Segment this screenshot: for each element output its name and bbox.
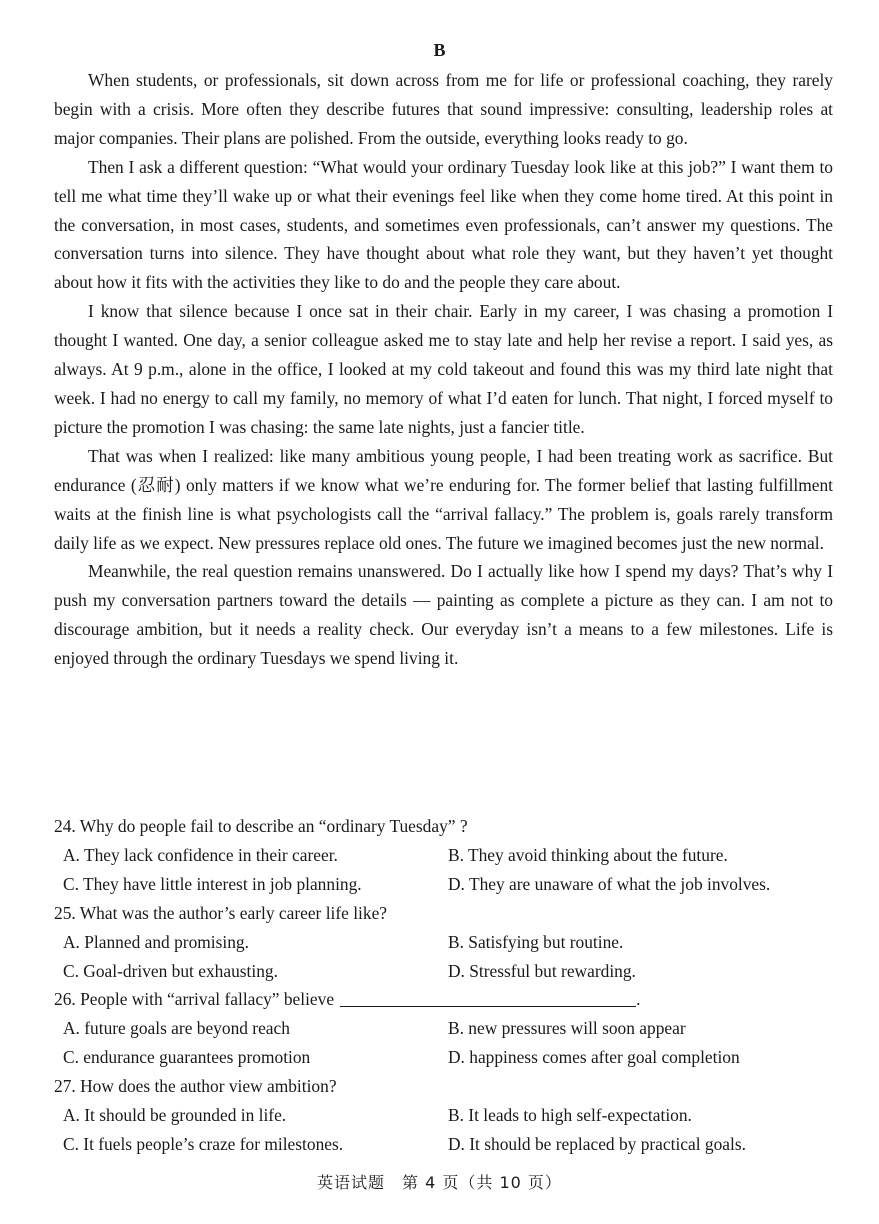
option-row [54, 1101, 833, 1130]
option-a: A. They lack confidence in their career. [63, 844, 338, 865]
option-b: B. It leads to high self-expectation. [448, 1105, 692, 1126]
question-25 [54, 899, 833, 986]
option-d: D. It should be replaced by practical goals. [448, 1133, 746, 1154]
question-stem-end: . [636, 989, 641, 1010]
question-stem: 25. What was the author’s early career life like? [54, 902, 388, 923]
passage-paragraph: When students, or professionals, sit down across from me for life or professional coaching, they rarely begin with a crisis. More often they describe futures that sound impressive: consulting, leadership roles at major companies. Their plans are polished. From the outside, everything looks ready to go. [54, 70, 833, 148]
option-d: D. Stressful but rewarding. [448, 960, 636, 981]
question-list [54, 812, 833, 1159]
option-row [54, 841, 833, 870]
option-d: D. They are unaware of what the job involves. [448, 873, 771, 894]
option-a: A. future goals are beyond reach [63, 1018, 290, 1039]
passage-paragraph: Then I ask a different question: “What would your ordinary Tuesday look like at this job?” I want them to tell me what time they’ll wake up or what their evenings feel like when they come home tired. At this point in the conversation, in most cases, students, and sometimes even professionals, can’t answer my questions. The conversation turns into silence. They have thought about what role they want, but they haven’t yet thought about how it fits with the activities they like to do and the people they care about. [54, 156, 833, 293]
option-a: A. Planned and promising. [63, 931, 249, 952]
option-row [54, 1014, 833, 1043]
passage-paragraph: That was when I realized: like many ambitious young people, I had been treating work as sacrifice. But endurance (忍耐) only matters if we know what we’re enduring for. The former belief that lasting fulfillment waits at the finish line is what psychologists call the “arrival fallacy.” The problem is, goals rarely transform daily life as we expect. New pressures replace old ones. The future we imagined becomes just the new normal. [54, 445, 833, 553]
option-b: B. They avoid thinking about the future. [448, 844, 728, 865]
page-footer: 英语试题 第 4 页（共 10 页） [317, 1173, 562, 1192]
question-stem: 24. Why do people fail to describe an “ordinary Tuesday” ? [54, 816, 468, 836]
option-c: C. endurance guarantees promotion [63, 1047, 311, 1068]
option-row [54, 870, 833, 899]
passage-paragraph: I know that silence because I once sat in their chair. Early in my career, I was chasing a promotion I thought I wanted. One day, a senior colleague asked me to stay late and help her revise a report. I said yes, as always. At 9 p.m., alone in the office, I looked at my cold takeout and found this was my third late night that week. I had no energy to call my family, no memory of what I’d eaten for lunch. That night, I forced myself to picture the promotion I was chasing: the same late nights, just a fancier title. [54, 301, 833, 437]
answer-blank [340, 988, 636, 1007]
option-b: B. Satisfying but routine. [448, 931, 624, 952]
option-a: A. It should be grounded in life. [63, 1105, 287, 1126]
option-c: C. It fuels people’s craze for milestones. [63, 1133, 344, 1154]
option-row [54, 1130, 833, 1159]
question-stem: 26. People with “arrival fallacy” believe [54, 989, 335, 1010]
passage-paragraph: Meanwhile, the real question remains unanswered. Do I actually like how I spend my days? That’s why I push my conversation partners toward the details — painting as complete a picture as they can. I am not to discourage ambition, but it needs a reality check. Our everyday isn’t a means to a few milestones. Life is enjoyed through the ordinary Tuesdays we spend living it. [54, 561, 833, 669]
question-24 [54, 812, 833, 899]
option-row [54, 1043, 833, 1072]
option-d: D. happiness comes after goal completion [448, 1047, 740, 1068]
option-b: B. new pressures will soon appear [448, 1018, 686, 1039]
reading-passage [54, 66, 833, 673]
option-c: C. Goal-driven but exhausting. [63, 960, 278, 981]
question-26 [54, 985, 833, 1072]
option-c: C. They have little interest in job planning. [63, 873, 362, 894]
question-stem-row [54, 985, 833, 1014]
option-row [54, 928, 833, 957]
question-27 [54, 1072, 833, 1159]
question-stem: 27. How does the author view ambition? [54, 1076, 337, 1097]
option-row [54, 957, 833, 986]
section-title: B [433, 40, 446, 60]
